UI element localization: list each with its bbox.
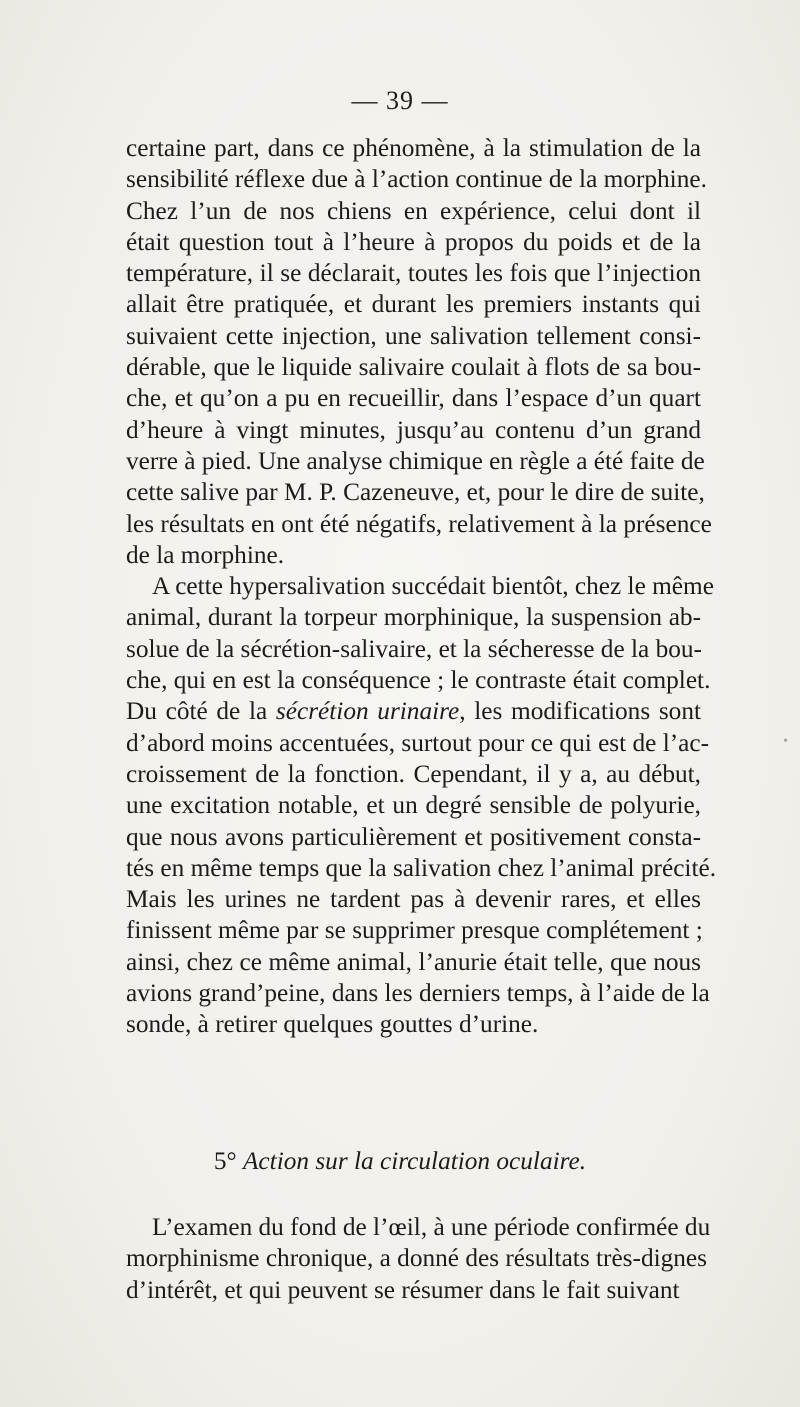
section-title: Action sur la circulation oculaire.	[242, 1147, 587, 1175]
paragraph-saliva	[126, 133, 712, 571]
paragraph-line: les résultats en ont été négatifs, relativement à la présence	[126, 509, 712, 538]
paragraph-line: croissement de la fonction. Cependant, il y a, au début,	[126, 759, 701, 788]
main-text	[126, 133, 717, 1041]
paragraph-line: une excitation notable, et un degré sensible de polyurie,	[126, 791, 701, 820]
paragraph-line: cette salive par M. P. Cazeneuve, et, pour le dire de suite,	[126, 478, 705, 507]
paragraph-line: tés en même temps que la salivation chez l’animal précité.	[126, 853, 717, 882]
paragraph-line: avions grand’peine, dans les derniers temps, à l’aide de la	[126, 979, 710, 1008]
section-number: 5°	[213, 1147, 237, 1175]
paragraph-line: de la morphine.	[126, 540, 285, 569]
paragraph-line: sensibilité réflexe due à l’action continue de la morphine.	[126, 165, 707, 194]
paragraph-line: animal, durant la torpeur morphinique, la suspension ab-	[126, 603, 701, 632]
paragraph-urinary	[126, 571, 717, 1040]
paragraph-line: suivaient cette injection, une salivation tellement consi-	[126, 321, 701, 350]
paragraph-line: dérable, que le liquide salivaire coulait à flots de sa bou-	[126, 353, 701, 382]
page-number: — 39 —	[351, 86, 449, 115]
paragraph-line: L’examen du fond de l’œil, à une période confirmée du	[152, 1213, 711, 1241]
paragraph-line: d’intérêt, et qui peuvent se résumer dans le fait suivant	[126, 1275, 680, 1304]
paragraph-line: allait être pratiquée, et durant les premiers instants qui	[126, 290, 701, 319]
paragraph-line: A cette hypersalivation succédait bientôt, chez le même	[152, 572, 714, 601]
paragraph-line: finissent même par se supprimer presque complétement ;	[126, 916, 703, 945]
paragraph-line: ainsi, chez ce même animal, l’anurie était telle, que nous	[126, 947, 701, 976]
paragraph-line: Chez l’un de nos chiens en expérience, celui dont il	[126, 196, 701, 225]
section-heading	[0, 1147, 800, 1176]
paragraph-line: d’abord moins accentuées, surtout pour ce qui est de l’ac-	[126, 728, 710, 757]
paragraph-line: Du côté de la sécrétion urinaire, les modifications sont	[126, 697, 702, 726]
paragraph-ocular	[126, 1212, 711, 1306]
paragraph-line: que nous avons particulièrement et positivement consta-	[126, 822, 701, 851]
paragraph-line: certaine part, dans ce phénomène, à la stimulation de la	[126, 134, 701, 162]
paragraph-line: che, et qu’on a pu en recueillir, dans l’espace d’un quart	[126, 384, 701, 413]
paragraph-line: température, il se déclarait, toutes les fois que l’injection	[126, 259, 701, 288]
paragraph-line: morphinisme chronique, a donné des résultats très-dignes	[126, 1244, 707, 1273]
page-speck-mark: •	[783, 734, 788, 749]
paragraph-line: che, qui en est la conséquence ; le contraste était complet.	[126, 666, 711, 695]
paragraph-line: d’heure à vingt minutes, jusqu’au contenu d’un grand	[126, 415, 701, 444]
paragraph-line: solue de la sécrétion-salivaire, et la sécheresse de la bou-	[126, 634, 702, 663]
paragraph-line: sonde, à retirer quelques gouttes d’urine.	[126, 1010, 539, 1039]
italic-term: sécrétion urinaire	[275, 697, 460, 726]
paragraph-line: Mais les urines ne tardent pas à devenir rares, et elles	[126, 885, 701, 914]
paragraph-line: verre à pied. Une analyse chimique en règle a été faite de	[126, 446, 705, 475]
paragraph-line: était question tout à l’heure à propos du poids et de la	[126, 227, 701, 256]
